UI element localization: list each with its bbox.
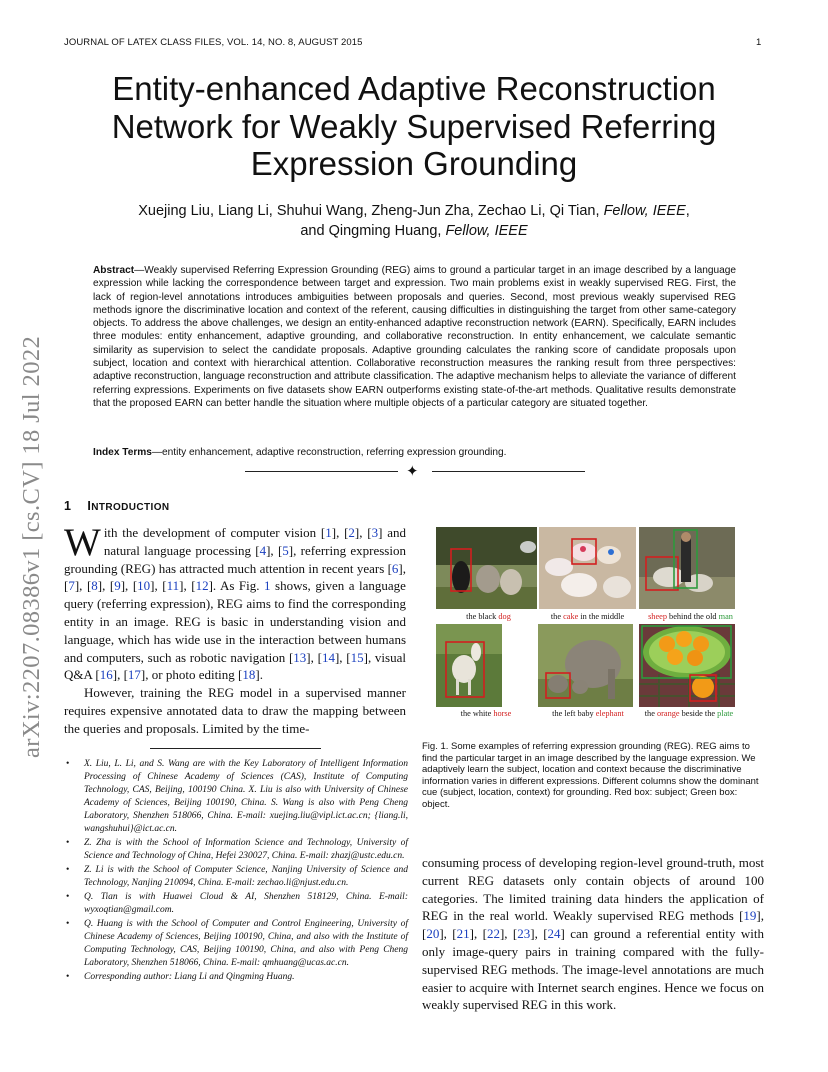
text: ], [ [439,926,457,942]
footnote-text: Q. Tian is with Huawei Cloud & AI, Shenzhen 518129, China. E-mail: wyxoqtian@gmail.com. [84,892,408,916]
label-subject: horse [493,709,512,718]
intro-paragraph-1 [64,521,406,684]
label-text: beside the [679,709,718,718]
authors-line-2: and Qingming Huang, [300,223,442,239]
citation-link[interactable]: 20 [426,926,440,942]
citation-link[interactable]: 6 [391,560,399,576]
citation-link[interactable]: 8 [91,578,98,594]
text: consuming process of developing region-level ground-truth, most current REG datasets only contain objects of around 100 categories. The limited training data hinders the application of REG in the real world. Weakly supervised REG methods [ [422,855,764,924]
bullet-icon: • [66,759,70,769]
text: ], [ [499,926,518,942]
text: ith the development of computer vision [ [103,525,326,540]
citation-link[interactable]: 19 [743,908,757,924]
footnote-item [66,758,408,835]
index-terms [93,446,736,459]
footnote-item [66,971,408,984]
label-object: plate [717,709,734,718]
text: ], [ [120,578,138,594]
section-separator [245,462,585,482]
citation-link[interactable]: 7 [68,578,75,594]
footnote-text: Z. Zha is with the School of Information Science and Technology, University of Science and Technology of China, Hefei 230027, China. E-mail: zhazj@ustc.edu.cn. [84,837,408,861]
dog-photo [436,527,537,609]
bullet-icon: • [66,919,70,930]
figure-cell-elephant [538,624,633,718]
text: ] can ground a referential entity with only image-query pairs in training compared with the fully-supervised REG methods. The image-level annotations are much easier to acquire with Internet search engines. Hence we focus on weakly supervised REG in this work. [422,926,764,1013]
horse-photo [436,624,502,707]
section-number: 1 [64,499,72,513]
authors-line-1-end: , [685,203,690,219]
citation-link[interactable]: 4 [259,542,267,558]
citation-link[interactable]: 13 [293,649,307,665]
footnote-list [66,758,408,986]
text: ], [ [331,525,349,540]
footnote-item [66,891,408,917]
figure-label [629,709,749,718]
citation-link[interactable]: 2 [348,525,355,540]
figure-cell-dogs [436,527,537,621]
text: ], [ [469,926,487,942]
text: ], [ [354,525,372,540]
citation-link[interactable]: 15 [350,649,364,665]
footnote-text: Corresponding author: Liang Li and Qingming Huang. [84,972,295,983]
text: ], [ [422,908,764,942]
footnote-text: Q. Huang is with the School of Computer and Control Engineering, University of Chinese Academy of Sciences, Beijing 100190, China, and also with the Institute of Computing Technology, CAS, Beijing 100190, China, and also with Peng Cheng Laboratory, Shenzhen 518066, China. E-mail: qmhuang@ucas.ac.cn. [84,919,408,969]
figure-cell-sheep [639,527,735,621]
abstract-label: Abstract [93,265,135,276]
arxiv-stamp: arXiv:2207.08386v1 [cs.CV] 18 Jul 2022 [18,335,45,758]
figure-label [446,709,526,718]
citation-link[interactable]: 3 [371,525,379,540]
footnote-text: X. Liu, L. Li, and S. Wang are with the Key Laboratory of Intelligent Information Processing of Chinese Academy of Sciences (CAS), Institute of Computing Technology, CAS, Beijing, 100190 China. X. Liu is also with University of Chinese Academy of Sciences, Beijing 100190, China. S. Wang is also with Peng Cheng Laboratory, Shenzhen 518066, China. E-mail: xuejing.liu@vipl.ict.ac.cn; {liang.li, wangshuhui}@ict.ac.cn. [84,759,408,834]
text: ], [ [530,926,548,942]
label-text: the [644,709,657,718]
figure-caption: Fig. 1. Some examples of referring expression grounding (REG). REG aims to find the particular target in an image described by the language expression. We adaptively learn the subject, location and context because the discriminative information varies in different expressions. Different columns show the dominant cue (subject, location, context) for grounding. Red box: subject; Green box: object. [422,741,759,810]
citation-link[interactable]: 24 [547,926,561,942]
citation-link[interactable]: 23 [517,926,531,942]
label-text: the [550,612,564,621]
elephant-photo [538,624,633,707]
intro-paragraph-2: However, training the REG model in a supervised manner requires expensive annotated data to draw the mapping between the queries and proposals. Limited by the time- [64,685,406,736]
citation-link[interactable]: 22 [486,926,500,942]
separator-line-left [245,471,398,472]
text: ], [ [266,542,283,558]
figure-cell-cakes [539,527,636,621]
citation-link[interactable]: 10 [137,578,151,594]
citation-link[interactable]: 17 [127,667,141,683]
section-title-initial: I [87,499,92,513]
text: shows, given a language query (referring expression), REG aims to find the corresponding entity in an image. REG is basic in understanding vision and language, which has wide use in the interaction between humans and computers, such as robotic navigation [ [64,578,406,665]
footnote-text: Z. Li is with the School of Computer Science, Nanjing University of Science and Technology, Nanjing 210094, China. E-mail: zechao.li@njust.edu.cn. [84,865,408,888]
label-text: the left baby [552,709,596,718]
text: ], [ [64,560,406,594]
cake-photo [539,527,636,609]
sheep-photo [639,527,735,609]
text: ], [ [74,578,92,594]
text: ], visual Q&A [ [64,649,406,683]
bullet-icon: • [66,837,70,848]
citation-link[interactable]: 18 [242,667,256,683]
fellow-title-1: Fellow, IEEE [603,203,686,219]
citation-link[interactable]: 5 [282,542,289,558]
text: ]. [255,667,263,683]
text: ], [ [97,578,115,594]
footnote-item [66,864,408,890]
text: ], [ [150,578,167,594]
label-text: in the middle [578,612,625,621]
label-subject: dog [498,612,511,621]
fellow-title-2: Fellow, IEEE [445,223,528,239]
paper-title: Entity-enhanced Adaptive Reconstruction Network for Weakly Supervised Referring Expression Grounding [111,70,717,182]
text: ], [ [179,578,196,594]
author-list [64,201,764,241]
separator-star-icon: ✦ [406,464,419,480]
left-column [64,521,406,738]
label-text: the black [466,612,499,621]
footnote-item [66,837,408,863]
bullet-icon: • [66,892,70,903]
index-terms-text: —entity enhancement, adaptive reconstruction, referring expression grounding. [151,447,507,458]
citation-link[interactable]: 9 [114,578,121,594]
label-subject: elephant [595,709,624,718]
figure-cell-horse [436,624,512,718]
text: ] and natural language processing [ [103,525,406,558]
running-header: JOURNAL OF LATEX CLASS FILES, VOL. 14, NO. 8, AUGUST 2015 [64,37,363,48]
citation-link[interactable]: 21 [456,926,470,942]
section-heading [64,499,170,513]
section-title-rest: NTRODUCTION [91,502,170,513]
page-number: 1 [756,37,762,48]
right-paragraph [422,854,764,1014]
separator-line-right [432,471,585,472]
citation-link[interactable]: 16 [99,667,113,683]
figure-label [629,612,752,621]
label-subject: orange [656,709,680,718]
footnote-rule [150,748,321,749]
text: ], or photo editing [ [140,667,243,683]
text: ]. As Fig. [208,578,265,594]
authors-line-1: Xuejing Liu, Liang Li, Shuhui Wang, Zheng-Jun Zha, Zechao Li, Qi Tian, [138,203,600,219]
citation-link[interactable]: 14 [321,649,335,665]
figure-cell-oranges [639,624,735,718]
label-object: man [718,612,733,621]
citation-link[interactable]: 11 [166,578,180,594]
citation-link[interactable]: 1 [325,525,332,540]
text: ], [ [334,649,351,665]
drop-cap: W [64,521,101,564]
text: ], [ [306,649,322,665]
label-text: the white [460,709,494,718]
citation-link[interactable]: 12 [195,578,209,594]
label-subject: sheep [648,612,667,621]
orange-photo [639,624,735,707]
bullet-icon: • [66,972,70,983]
index-terms-label: Index Terms [93,447,152,458]
figure-link[interactable]: 1 [264,578,271,594]
right-column [422,854,764,1014]
text: ], [ [112,667,128,683]
figure-1 [430,525,770,725]
label-subject: cake [563,612,579,621]
text: ], referring expression grounding (REG) has attracted much attention in recent years [ [64,542,406,576]
bullet-icon: • [66,865,70,876]
footnote-item [66,918,408,970]
abstract-text: —Weakly supervised Referring Expression Grounding (REG) aims to ground a particular target in an image described by a language expression while lacking the correspondence between target and expression. Two main problems exist in weakly supervised REG. First, the lack of region-level annotations introduces ambiguities between proposals and queries. Second, most previous weakly supervised REG methods ignore the discriminative location and context of the referent, causing difficulties in distinguishing the target from other same-category objects. To address the above challenges, we design an entity-enhanced adaptive reconstruction network (EARN). Specifically, EARN includes three modules: entity enhancement, adaptive grounding, and collaborative reconstruction. In entity enhancement, we calculate semantic similarity as supervision to select the candidate proposals. Adaptive grounding calculates the ranking score of candidate proposals upon subject, location and context with hierarchical attention. Collaborative reconstruction measures the ranking result from three perspectives: adaptive reconstruction, language reconstruction and attribute classification. The adaptive mechanism helps to alleviate the variance of different referring expressions. Experiments on five datasets show EARN outperforms existing state-of-the-art methods. Qualitative results demonstrate that the proposed EARN can better handle the situation where multiple objects of a particular category are situated together. [93,265,736,409]
abstract [93,264,736,410]
label-text: behind the old [666,612,719,621]
